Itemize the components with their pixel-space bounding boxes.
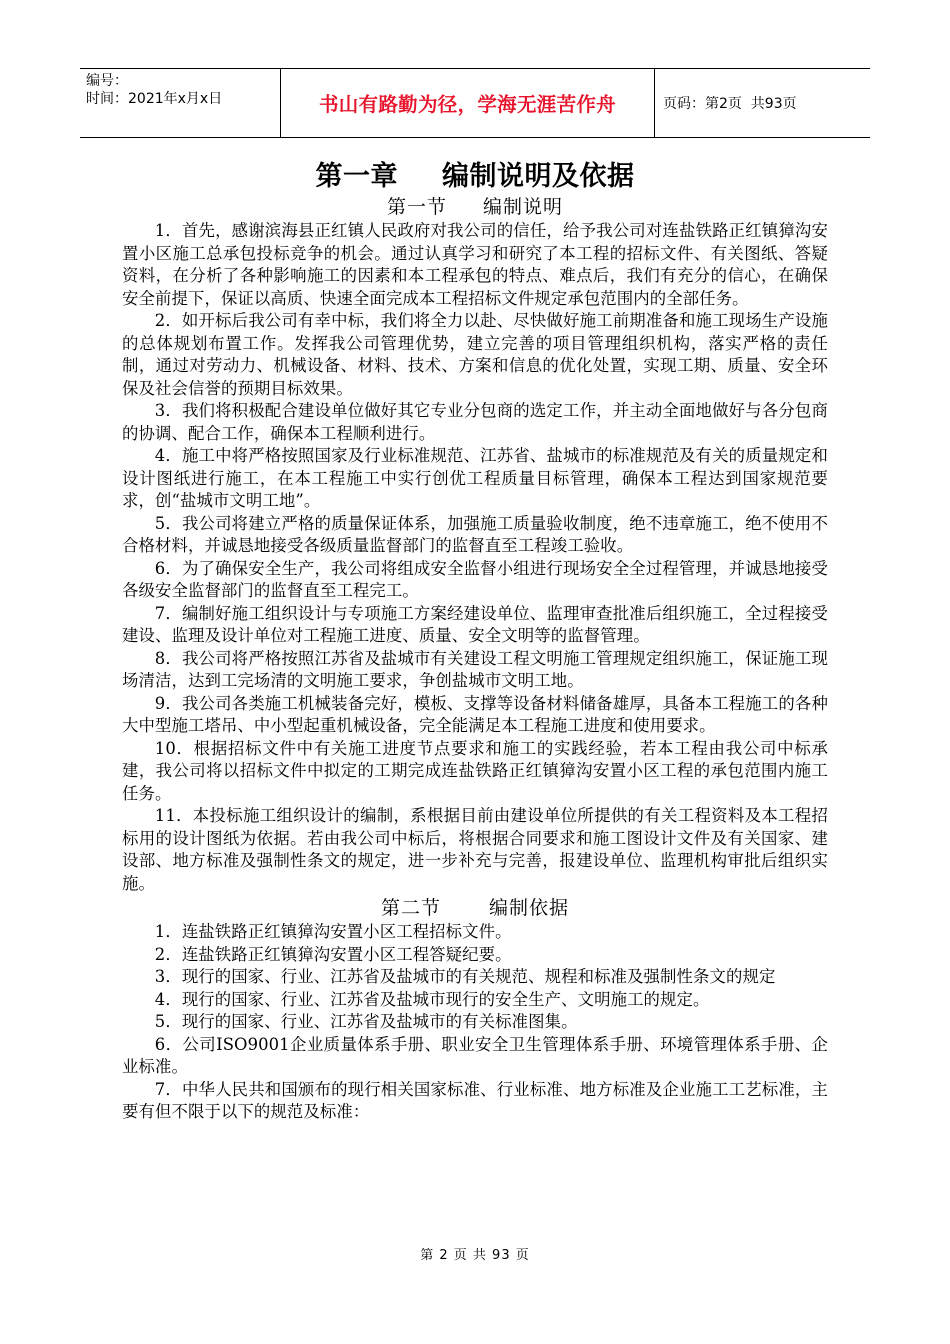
page-info-text: 页码：第2页 共93页	[663, 96, 797, 112]
header-motto: 书山有路勤为径，学海无涯苦作舟	[281, 69, 655, 137]
section-1-label: 第一节	[386, 196, 447, 218]
paragraph: 5．我公司将建立严格的质量保证体系，加强施工质量验收制度，绝不违章施工，绝不使用不合格材料，并诚恳地接受各级质量监督部门的监督直至工程竣工验收。	[122, 513, 828, 555]
section-2-body	[122, 921, 828, 1124]
paragraph: 10．根据招标文件中有关施工进度节点要求和施工的实践经验，若本工程由我公司中标承建，我公司将以招标文件中拟定的工期完成连盐铁路正红镇獐沟安置小区工程的承包范围内施工任务。	[122, 738, 828, 803]
paragraph: 1．首先，感谢滨海县正红镇人民政府对我公司的信任，给予我公司对连盐铁路正红镇獐沟安置小区施工总承包投标竞争的机会。通过认真学习和研究了本工程的招标文件、有关图纸、答疑资料，在分析了各种影响施工的因素和本工程承包的特点、难点后，我们有充分的信心，在确保安全前提下，保证以高质、快速全面完成本工程招标文件规定承包范围内的全部任务。	[122, 221, 828, 308]
section-1-title: 编制说明	[483, 196, 564, 218]
paragraph: 4．现行的国家、行业、江苏省及盐城市现行的安全生产、文明施工的规定。	[154, 989, 710, 1009]
section-2-title: 编制依据	[489, 897, 570, 919]
document-time: 时间：2021年x月x日	[86, 91, 223, 107]
document-body	[122, 160, 828, 1124]
paragraph: 3．现行的国家、行业、江苏省及盐城市的有关规范、规程和标准及强制性条文的规定	[154, 967, 776, 986]
section-2-heading	[122, 895, 828, 921]
page-footer	[0, 1244, 950, 1263]
paragraph: 7．中华人民共和国颁布的现行相关国家标准、行业标准、地方标准及企业施工工艺标准，主要有但不限于以下的规范及标准：	[122, 1079, 828, 1121]
section-2-label: 第二节	[380, 897, 441, 919]
paragraph: 8．我公司将严格按照江苏省及盐城市有关建设工程文明施工管理规定组织施工，保证施工现场清洁，达到工完场清的文明施工要求，争创盐城市文明工地。	[122, 648, 828, 690]
paragraph: 3．我们将积极配合建设单位做好其它专业分包商的选定工作，并主动全面地做好与各分包商的协调、配合工作，确保本工程顺利进行。	[122, 401, 828, 443]
paragraph: 2．连盐铁路正红镇獐沟安置小区工程答疑纪要。	[154, 944, 512, 964]
header-meta	[80, 69, 281, 137]
footer-page-number: 第 2 页 共 93 页	[420, 1248, 530, 1263]
page-header	[80, 68, 870, 138]
paragraph: 6．为了确保安全生产，我公司将组成安全监督小组进行现场安全全过程管理，并诚恳地接受各级安全监督部门的监督直至工程完工。	[122, 558, 828, 600]
paragraph: 9．我公司各类施工机械装备完好，模板、支撑等设备材料储备雄厚，具备本工程施工的各种大中型施工塔吊、中小型起重机械设备，完全能满足本工程施工进度和使用要求。	[122, 693, 828, 735]
section-1-heading	[122, 194, 828, 220]
header-page-info	[655, 69, 870, 137]
paragraph: 4．施工中将严格按照国家及行业标准规范、江苏省、盐城市的标准规范及有关的质量规定和设计图纸进行施工，在本工程施工中实行创优工程质量目标管理，确保本工程达到国家规范要求，创“盐城市文明工地”。	[122, 446, 828, 510]
document-number: 编号：	[86, 73, 128, 89]
chapter-name: 编制说明及依据	[442, 161, 635, 192]
paragraph: 5．现行的国家、行业、江苏省及盐城市的有关标准图集。	[154, 1012, 578, 1031]
paragraph: 6．公司ISO9001企业质量体系手册、职业安全卫生管理体系手册、环境管理体系手册、企业标准。	[122, 1034, 828, 1076]
paragraph: 2．如开标后我公司有幸中标，我们将全力以赴、尽快做好施工前期准备和施工现场生产设施的总体规划布置工作。发挥我公司管理优势，建立完善的项目管理组织机构，落实严格的责任制，通过对劳动力、机械设备、材料、技术、方案和信息的优化处置，实现工期、质量、安全环保及社会信誉的预期目标效果。	[122, 311, 828, 398]
paragraph: 11．本投标施工组织设计的编制，系根据目前由建设单位所提供的有关工程资料及本工程招标用的设计图纸为依据。若由我公司中标后，将根据合同要求和施工图设计文件及有关国家、建设部、地方标准及强制性条文的规定，进一步补充与完善，报建设单位、监理机构审批后组织实施。	[122, 806, 828, 893]
paragraph: 1．连盐铁路正红镇獐沟安置小区工程招标文件。	[154, 922, 512, 941]
paragraph: 7．编制好施工组织设计与专项施工方案经建设单位、监理审查批准后组织施工，全过程接受建设、监理及设计单位对工程施工进度、质量、安全文明等的监督管理。	[122, 603, 828, 645]
section-1-body	[122, 220, 828, 895]
chapter-title	[122, 160, 828, 194]
chapter-number: 第一章	[315, 161, 398, 192]
